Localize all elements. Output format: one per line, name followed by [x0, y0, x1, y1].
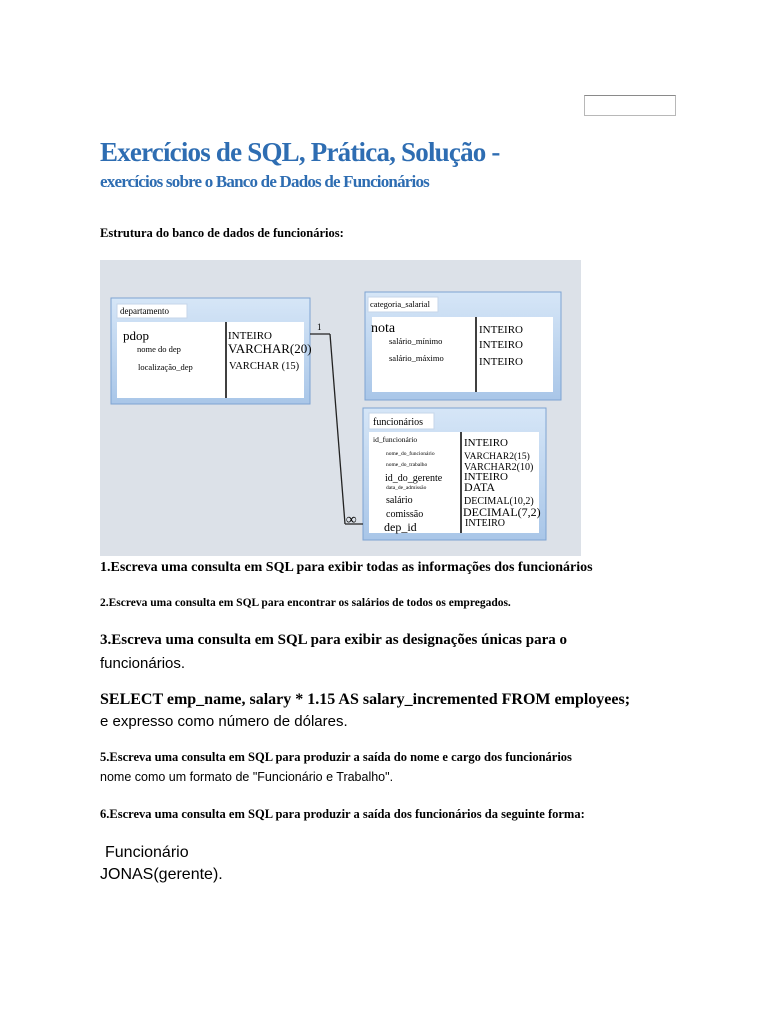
funcionarios-field: salário: [386, 495, 413, 506]
funcionarios-title: funcionários: [373, 417, 423, 428]
categoria-type: INTEIRO: [479, 324, 523, 336]
table-categoria-salarial: [365, 292, 561, 400]
funcionarios-field: dep_id: [384, 520, 417, 534]
table-funcionarios: [363, 408, 546, 540]
funcionarios-type: DATA: [464, 480, 496, 494]
funcionarios-type: INTEIRO: [464, 437, 508, 449]
funcionarios-type: DECIMAL(10,2): [464, 496, 534, 507]
relationship-line: [310, 322, 363, 528]
question-2: 2.Escreva uma consulta em SQL para encontrar os salários de todos os empregados.: [100, 597, 511, 609]
departamento-field: localização_dep: [138, 362, 193, 372]
question-6-answer-line1: Funcionário: [105, 844, 189, 861]
categoria-type: INTEIRO: [479, 339, 523, 351]
question-4-continuation: e expresso como número de dólares.: [100, 713, 348, 730]
funcionarios-type: INTEIRO: [464, 471, 508, 483]
question-6-answer-line2: JONAS(gerente).: [100, 866, 223, 883]
funcionarios-field: nome_do_funcionário: [386, 451, 435, 457]
departamento-type: VARCHAR(20): [228, 341, 312, 356]
search-input-box[interactable]: [584, 95, 676, 116]
funcionarios-field: id_funcionário: [373, 435, 418, 444]
departamento-type: VARCHAR (15): [229, 361, 300, 372]
funcionarios-type: VARCHAR2(10): [464, 462, 534, 473]
funcionarios-type: VARCHAR2(15): [464, 452, 530, 462]
departamento-field: nome do dep: [137, 344, 181, 354]
question-3: 3.Escreva uma consulta em SQL para exibir as designações únicas para o: [100, 632, 567, 648]
departamento-type: INTEIRO: [228, 330, 272, 342]
question-6: 6.Escreva uma consulta em SQL para produzir a saída dos funcionários da seguinte forma:: [100, 807, 585, 821]
categoria-field: nota: [371, 321, 396, 336]
table-departamento: [111, 298, 312, 404]
categoria-title: categoria_salarial: [370, 299, 430, 309]
categoria-type: INTEIRO: [479, 356, 523, 368]
departamento-field: pdop: [123, 328, 149, 343]
funcionarios-type: DECIMAL(7,2): [463, 505, 541, 519]
database-diagram: [100, 260, 581, 556]
funcionarios-field: nome_do_trabalho: [386, 462, 428, 468]
question-5-continuation: nome como um formato de "Funcionário e Trabalho".: [100, 770, 394, 784]
departamento-title: departamento: [120, 306, 169, 316]
funcionarios-type: INTEIRO: [465, 518, 505, 529]
question-5: 5.Escreva uma consulta em SQL para produzir a saída do nome e cargo dos funcionários: [100, 750, 572, 764]
funcionarios-field: id_do_gerente: [385, 473, 443, 484]
categoria-field: salário_máximo: [389, 353, 444, 363]
relation-many-label: ∞: [346, 512, 357, 528]
question-4: SELECT emp_name, salary * 1.15 AS salary_incremented FROM employees;: [100, 691, 631, 708]
funcionarios-field: data_de_admissão: [386, 485, 427, 491]
question-1: 1.Escreva uma consulta em SQL para exibir todas as informações dos funcionários: [100, 560, 593, 575]
categoria-field: salário_mínimo: [389, 336, 443, 346]
page-subtitle: exercícios sobre o Banco de Dados de Funcionários: [100, 172, 429, 191]
funcionarios-field: comissão: [386, 509, 424, 520]
page-title: Exercícios de SQL, Prática, Solução -: [100, 137, 500, 167]
question-3-continuation: funcionários.: [100, 655, 186, 672]
structure-label: Estrutura do banco de dados de funcionários:: [100, 226, 344, 240]
relation-one-label: 1: [317, 322, 322, 332]
